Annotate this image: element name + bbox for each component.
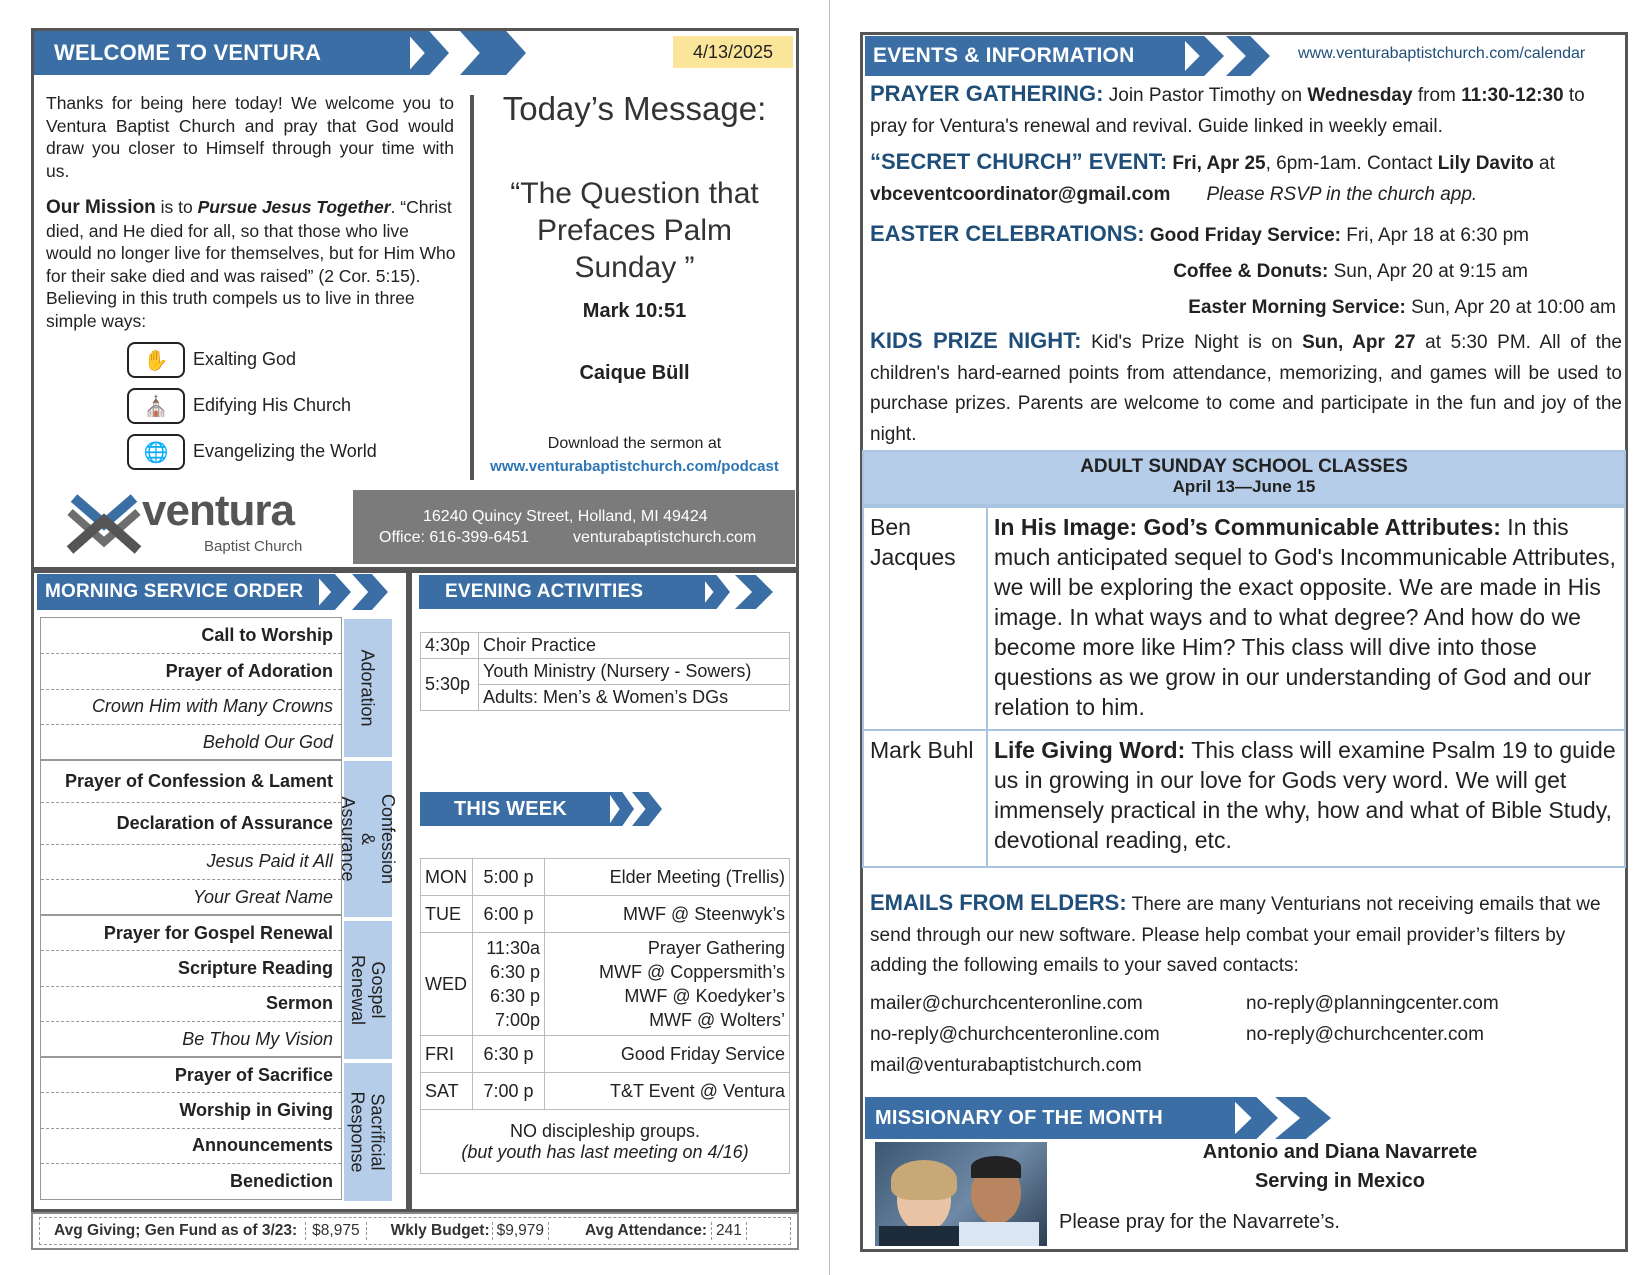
budget-label: Wkly Budget: <box>390 1222 490 1239</box>
easter-line <box>870 254 1622 290</box>
emails-head: EMAILS FROM ELDERS: <box>870 890 1127 915</box>
prayer-day: Wednesday <box>1307 85 1413 106</box>
giving-label: Avg Giving; Gen Fund as of 3/23: <box>54 1222 298 1239</box>
section-confession <box>338 759 398 919</box>
sunday-school-table <box>862 506 1626 868</box>
bulletin-date: 4/13/2025 <box>673 36 793 68</box>
service-item-label: Jesus Paid it All <box>41 844 341 880</box>
week-banner-text: THIS WEEK <box>454 797 567 820</box>
service-item-label: Prayer of Confession & Lament <box>41 760 341 802</box>
service-list <box>40 617 342 1200</box>
week-time: 6:30 p <box>489 962 540 982</box>
service-item-label: Sermon <box>41 986 341 1022</box>
week-day: MON <box>421 859 473 896</box>
easter-line <box>870 216 1622 254</box>
secret-rsvp: Please RSVP in the church app. <box>1206 184 1478 205</box>
week-time: 7:00 p <box>473 1073 545 1110</box>
email-address[interactable]: mailer@churchcenteronline.com <box>870 993 1143 1014</box>
hair-icon <box>971 1156 1021 1178</box>
kids-text: at 5:30 PM. All of the children's hard-earned points from attendance, memorizing, and games will be used to purchase prizes. Parents are welcome to come and participate in the fun and joy of the night. <box>870 332 1622 445</box>
emails-text: There are many Venturians not receiving emails that we send through our new software. Please help combat your email provider’s filters by adding the following emails to your saved contacts: <box>870 894 1601 976</box>
section-label: Adoration <box>358 649 378 727</box>
giving-value: $8,975 <box>305 1222 366 1240</box>
sunday-school-dates: April 13—June 15 <box>1172 477 1316 496</box>
email-list-right <box>1246 988 1499 1050</box>
welcome-banner <box>34 31 410 75</box>
fold-line <box>829 0 830 1275</box>
section-adoration <box>342 617 394 759</box>
service-item <box>41 951 341 987</box>
secret-text: , 6pm-1am. Contact <box>1265 153 1438 174</box>
service-item-label: Your Great Name <box>41 880 341 916</box>
easter-label: Easter Morning Service: <box>1188 297 1406 318</box>
welcome-banner-text: WELCOME TO VENTURA <box>54 40 322 65</box>
email-address[interactable]: no-reply@planningcenter.com <box>1246 993 1499 1014</box>
missionary-photo <box>875 1142 1047 1246</box>
service-item <box>41 1022 341 1058</box>
prayer-time: 11:30-12:30 <box>1461 85 1564 106</box>
prayer-text: from <box>1412 85 1462 106</box>
service-item-label: Prayer of Adoration <box>41 654 341 690</box>
mission-statement <box>46 196 458 332</box>
budget-value: $9,979 <box>492 1222 549 1240</box>
easter-head: EASTER CELEBRATIONS: <box>870 221 1145 246</box>
way-label: Exalting God <box>193 348 297 369</box>
week-time: 5:00 p <box>473 859 545 896</box>
church-logo <box>64 486 314 560</box>
message-divider <box>470 95 474 480</box>
evening-activity: Choir Practice <box>479 633 790 659</box>
prayer-head: PRAYER GATHERING: <box>870 81 1104 106</box>
missionary-location: Serving in Mexico <box>1254 1170 1426 1192</box>
logo-mark-icon <box>64 490 144 560</box>
week-event: T&T Event @ Ventura <box>545 1073 790 1110</box>
download-text: Download the sermon at <box>547 435 722 452</box>
week-event: MWF @ Coppersmith’s <box>599 962 785 982</box>
service-item-label: Benediction <box>229 1171 333 1191</box>
class-teacher: Mark Buhl <box>863 730 987 867</box>
service-item <box>41 1057 341 1093</box>
stats-bar <box>31 1212 799 1250</box>
week-day: FRI <box>421 1036 473 1073</box>
section-label: Confession & Assurance <box>338 793 398 885</box>
service-item <box>41 802 341 844</box>
message-speaker: Caique Büll <box>579 362 690 384</box>
service-item <box>41 880 341 916</box>
calendar-link[interactable]: www.venturabaptistchurch.com/calendar <box>1298 45 1586 62</box>
service-item-label: Call to Worship <box>41 618 341 654</box>
address-box <box>353 490 795 564</box>
emails-from-elders <box>870 888 1610 982</box>
address-line: 16240 Quincy Street, Holland, MI 49424 <box>423 508 708 525</box>
prayer-text: to pray for Ventura's renewal and revival. Guide linked in weekly email. <box>870 85 1585 137</box>
week-banner <box>420 792 610 826</box>
easter-label: Coffee & Donuts: <box>1173 261 1329 282</box>
service-item-label: Be Thou My Vision <box>41 1022 341 1058</box>
hands-raised-icon: ✋ <box>127 342 185 378</box>
service-item-label: Announcements <box>41 1128 341 1164</box>
attendance-label: Avg Attendance: <box>585 1222 708 1239</box>
mission-is: is to <box>155 197 198 217</box>
service-table <box>41 618 341 1199</box>
ways-list <box>127 342 377 480</box>
email-address[interactable]: no-reply@churchcenter.com <box>1246 1024 1484 1045</box>
service-item-label: Prayer for Gospel Renewal <box>41 915 341 951</box>
kids-prize-night <box>870 326 1622 450</box>
sunday-school-title: ADULT SUNDAY SCHOOL CLASSES <box>1080 456 1408 477</box>
service-item <box>41 689 341 725</box>
way-item <box>127 434 377 480</box>
week-event: MWF @ Koedyker’s <box>624 986 785 1006</box>
service-item <box>41 986 341 1022</box>
service-item <box>41 844 341 880</box>
week-event: MWF @ Steenwyk’s <box>545 896 790 933</box>
service-item <box>41 915 341 951</box>
week-time: 6:00 p <box>473 896 545 933</box>
way-item <box>127 388 377 434</box>
secret-contact: Lily Davito <box>1437 153 1534 174</box>
service-banner-text: MORNING SERVICE ORDER <box>45 581 304 602</box>
week-event-list <box>545 933 790 1036</box>
shirt-icon <box>879 1226 959 1246</box>
service-banner <box>37 574 319 610</box>
evening-time: 4:30p <box>421 633 479 659</box>
week-table <box>420 858 790 1174</box>
welcome-intro: Thanks for being here today! We welcome you to Ventura Baptist Church and pray that God would draw you closer to Himself through your time with us. <box>46 93 454 181</box>
easter-line <box>870 290 1622 326</box>
week-time-list <box>473 933 545 1036</box>
service-item-label: Crown Him with Many Crowns <box>41 689 341 725</box>
week-day: TUE <box>421 896 473 933</box>
service-item <box>41 725 341 761</box>
church-icon: ⛪ <box>127 388 185 424</box>
week-time: 7:00p <box>494 1010 540 1030</box>
service-item <box>41 1164 341 1200</box>
class-teacher: Ben Jacques <box>863 507 987 730</box>
shirt-icon <box>959 1222 1039 1246</box>
stats-inner <box>39 1217 791 1245</box>
prayer-text: Join Pastor Timothy on <box>1103 85 1308 106</box>
evening-activity: Youth Ministry (Nursery - Sowers) <box>479 659 790 685</box>
easter-value: Sun, Apr 20 at 9:15 am <box>1328 261 1528 282</box>
office-phone: Office: 616-399-6451 <box>379 529 530 546</box>
events-banner <box>865 36 1185 76</box>
mission-phrase: Pursue Jesus Together <box>197 197 391 217</box>
events-banner-text: EVENTS & INFORMATION <box>873 44 1135 67</box>
way-item <box>127 342 377 388</box>
secret-church <box>870 146 1622 210</box>
evening-time: 5:30p <box>421 659 479 711</box>
service-item <box>41 654 341 690</box>
week-note <box>421 1110 790 1174</box>
week-time: 6:30 p <box>489 986 540 1006</box>
week-note-line: (but youth has last meeting on 4/16) <box>461 1141 749 1162</box>
logo-name: ventura <box>142 486 294 535</box>
service-item-label: Declaration of Assurance <box>41 802 341 844</box>
kids-date: Sun, Apr 27 <box>1302 332 1416 353</box>
easter-value: Fri, Apr 18 at 6:30 pm <box>1341 225 1529 246</box>
week-event: Elder Meeting (Trellis) <box>545 859 790 896</box>
mission-text: . “Christ died, and He died for all, so that those who live would no longer live for themselves, but for Him Who for their sake died and was raised” (2 Cor. 5:15). Believing in this truth compels us to live in three simple ways: <box>46 197 456 331</box>
evening-banner <box>419 575 705 609</box>
email-list-left <box>870 988 1160 1081</box>
service-item <box>41 760 341 802</box>
class-description <box>987 507 1625 730</box>
week-time: 11:30a <box>486 938 540 958</box>
week-event: MWF @ Wolters’ <box>649 1010 785 1030</box>
class-description <box>987 730 1625 867</box>
hair-icon <box>891 1160 957 1200</box>
secret-email[interactable]: vbceventcoordinator@gmail.com <box>870 184 1171 205</box>
email-address[interactable]: mail@venturabaptistchurch.com <box>870 1055 1142 1076</box>
week-note-line: NO discipleship groups. <box>509 1120 701 1141</box>
service-item <box>41 618 341 654</box>
week-time: 6:30 p <box>473 1036 545 1073</box>
missionary-banner <box>865 1097 1235 1139</box>
week-event: Good Friday Service <box>545 1036 790 1073</box>
email-address[interactable]: no-reply@churchcenteronline.com <box>870 1024 1160 1045</box>
service-item-label: Scripture Reading <box>41 951 341 987</box>
week-day: SAT <box>421 1073 473 1110</box>
way-label: Edifying His Church <box>193 394 352 415</box>
message-heading: Today’s Message: <box>502 90 767 127</box>
easter-label: Good Friday Service: <box>1149 225 1342 246</box>
service-item-label: Prayer of Sacrifice <box>41 1057 341 1093</box>
easter-celebrations <box>870 216 1622 326</box>
globe-icon: 🌐 <box>127 434 185 470</box>
attendance-value: 241 <box>711 1222 747 1240</box>
section-label: Gospel Renewal <box>348 954 388 1026</box>
section-label: Sacrificial Response <box>348 1091 389 1173</box>
service-item <box>41 1128 341 1164</box>
sunday-school-header <box>862 450 1626 506</box>
kids-head: KIDS PRIZE NIGHT: <box>870 328 1082 353</box>
section-sacrificial <box>342 1061 394 1203</box>
class-title: In His Image: God’s Communicable Attributes: <box>994 514 1501 540</box>
website[interactable]: venturabaptistchurch.com <box>573 529 757 546</box>
secret-date: Fri, Apr 25 <box>1172 153 1266 174</box>
message-scripture: Mark 10:51 <box>582 300 687 322</box>
message-title: “The Question that Prefaces Palm Sunday ” <box>510 177 759 284</box>
easter-value: Sun, Apr 20 at 10:00 am <box>1405 297 1616 318</box>
secret-text: at <box>1533 153 1555 174</box>
mission-lead: Our Mission <box>46 197 156 218</box>
evening-activity: Adults: Men’s & Women’s DGs <box>479 685 790 711</box>
missionary-names: Antonio and Diana Navarrete <box>1202 1141 1478 1163</box>
missionary-prayer: Please pray for the Navarrete’s. <box>1059 1211 1340 1233</box>
service-item-label: Behold Our God <box>41 725 341 761</box>
podcast-link[interactable]: www.venturabaptistchurch.com/podcast <box>490 458 779 475</box>
class-title: Life Giving Word: <box>994 737 1186 763</box>
service-item-label: Worship in Giving <box>41 1093 341 1129</box>
prayer-gathering <box>870 78 1622 142</box>
secret-head: “SECRET CHURCH” EVENT: <box>870 149 1168 174</box>
missionary-banner-text: MISSIONARY OF THE MONTH <box>875 1106 1163 1129</box>
evening-banner-text: EVENING ACTIVITIES <box>445 581 644 602</box>
way-label: Evangelizing the World <box>193 440 377 461</box>
week-day: WED <box>421 933 473 1036</box>
section-gospel <box>342 919 394 1061</box>
class-desc: This class will examine Psalm 19 to guide us in growing in our love for Gods very word. We will get immensely practical in the why, how and what of Bible Study, devotional reading, etc. <box>994 737 1616 853</box>
week-event: Prayer Gathering <box>647 938 785 958</box>
kids-text: Kid's Prize Night is on <box>1081 332 1303 353</box>
class-desc: In this much anticipated sequel to God's Incommunicable Attributes, we will be exploring the exact opposite. We are made in His image. In what ways and to what degree? And how do we become more like Him? This class will dive into those questions as we grow in our understanding of God and our relation to him. <box>994 514 1616 720</box>
evening-table <box>420 632 790 711</box>
service-item <box>41 1093 341 1129</box>
logo-sub: Baptist Church <box>204 538 303 555</box>
